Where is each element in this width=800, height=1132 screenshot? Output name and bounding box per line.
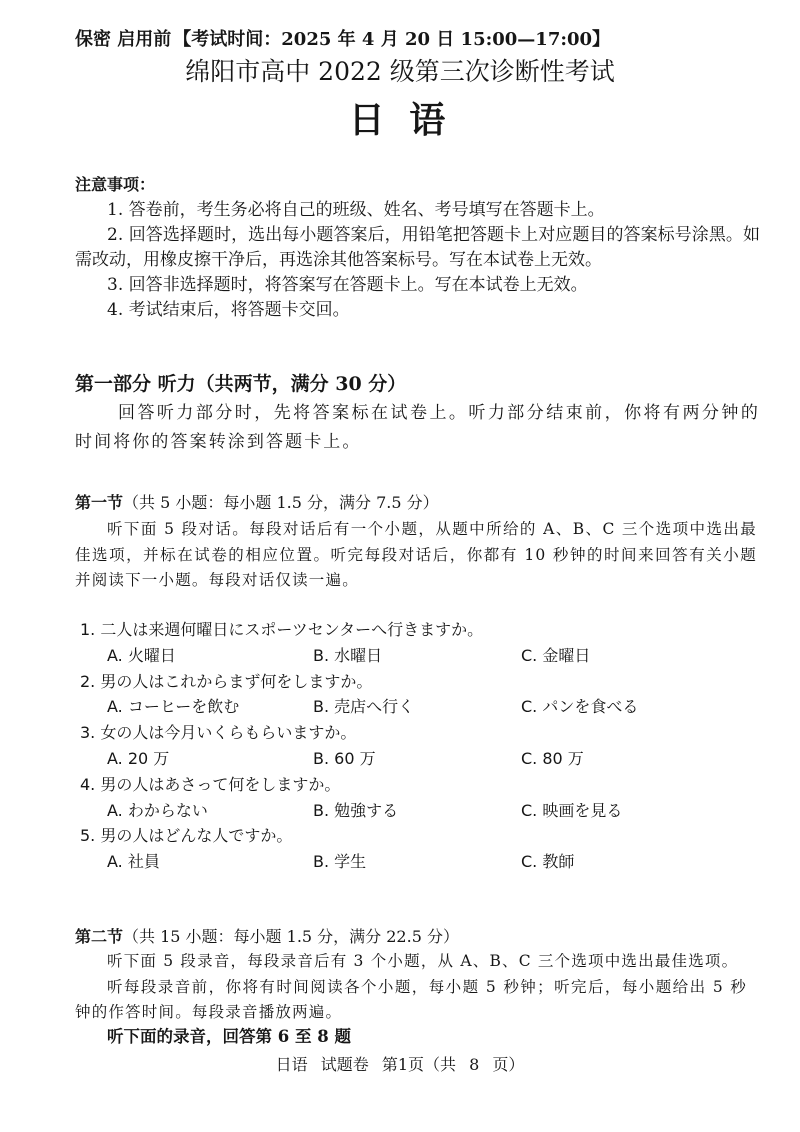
section-two-instructions: [75, 949, 747, 1026]
answer-options: [75, 746, 760, 772]
part-one-title: 第一部分 听力（共两节，满分 30 分）: [75, 373, 407, 395]
option-c: C. 金曜日: [521, 645, 591, 665]
notice-item: 2. 回答选择题时，选出每小题答案后，用铅笔把答题卡上对应题目的答案标号涂黑。如需改动，用橡皮擦干净后，再选涂其他答案标号。写在本试卷上无效。: [75, 225, 760, 270]
question-stem: 3. 女の人は今月いくらもらいますか。: [80, 723, 357, 743]
section-two-label: 第二节: [75, 926, 124, 946]
section-one-instructions: 听下面 5 段对话。每段对话后有一个小题，从题中所给的 A、B、C 三个选项中选出最佳选项，并标在试卷的相应位置。听完每段对话后，你都有 10 秒钟的时间来回答有关小题并阅读下一小题。每段对话仅读一遍。: [75, 520, 757, 589]
notice-section: [75, 174, 760, 323]
confidential-label: 保密 启用前: [75, 29, 172, 50]
question-stem: 4. 男の人はあさって何をしますか。: [80, 774, 341, 794]
question-stem: 5. 男の人はどんな人ですか。: [80, 826, 293, 846]
question: [75, 617, 760, 669]
answer-options: [75, 798, 760, 824]
exam-time: 【考试时间：2025 年 4 月 20 日 15:00—17:00】: [173, 29, 611, 50]
section-two-scoring: （共 15 小题：每小题 1.5 分，满分 22.5 分）: [123, 926, 459, 946]
answer-options: [75, 694, 760, 720]
section-one-scoring: （共 5 小题：每小题 1.5 分，满分 7.5 分）: [123, 493, 439, 512]
option-c: C. 映画を見る: [521, 800, 623, 820]
question-stem: 2. 男の人はこれからまず何をしますか。: [80, 671, 373, 691]
section-one-title: [75, 492, 760, 514]
exam-title: 绵阳市高中 2022 级第三次诊断性考试: [185, 57, 615, 86]
answer-options: [75, 849, 760, 875]
notice-item: 1. 答卷前，考生务必将自己的班级、姓名、考号填写在答题卡上。: [107, 200, 605, 220]
notice-title: 注意事项：: [75, 175, 156, 194]
option-b: B. 勉強する: [313, 800, 399, 820]
answer-options: [75, 643, 760, 669]
question: [75, 720, 760, 772]
option-a: A. 20 万: [107, 748, 170, 768]
option-c: C. 80 万: [521, 748, 584, 768]
option-a: A. コーヒーを飲む: [107, 697, 240, 717]
page-footer: 日语 试题卷 第1页（共 8 页）: [275, 1055, 525, 1074]
option-b: B. 60 万: [313, 748, 376, 768]
option-a: A. わからない: [107, 800, 208, 820]
listening-prompt: 听下面的录音，回答第 6 至 8 题: [107, 1026, 351, 1046]
option-b: B. 水曜日: [313, 645, 383, 665]
question: [75, 772, 760, 824]
section-two-title: [75, 926, 760, 948]
question-list: [75, 617, 760, 875]
option-b: B. 学生: [313, 852, 367, 872]
question: [75, 823, 760, 875]
exam-header-line: [75, 28, 760, 52]
option-c: C. パンを食べる: [521, 697, 639, 717]
question: [75, 669, 760, 721]
subject-title: 日 语: [348, 99, 452, 141]
part-one-instructions: 回答听力部分时，先将答案标在试卷上。听力部分结束前，你将有两分钟的时间将你的答案转涂到答题卡上。: [75, 403, 760, 452]
section-two-instruction: 听每段录音前，你将有时间阅读各个小题，每小题 5 秒钟；听完后，每小题给出 5 秒钟的作答时间。每段录音播放两遍。: [75, 977, 747, 1022]
question-stem: 1. 二人は来週何曜日にスポーツセンターへ行きますか。: [80, 620, 484, 639]
section-one-label: 第一节: [75, 493, 124, 512]
option-a: A. 火曜日: [107, 645, 176, 665]
option-c: C. 教師: [521, 852, 575, 872]
option-a: A. 社員: [107, 852, 160, 872]
option-b: B. 売店へ行く: [313, 697, 415, 717]
section-two-instruction: 听下面 5 段录音，每段录音后有 3 个小题，从 A、B、C 三个选项中选出最佳选项。: [107, 952, 739, 971]
notice-item: 4. 考试结束后，将答题卡交回。: [107, 300, 350, 320]
notice-item: 3. 回答非选择题时，将答案写在答题卡上。写在本试卷上无效。: [107, 275, 588, 295]
notice-list: [75, 198, 760, 323]
part-one-section: [75, 371, 760, 1048]
